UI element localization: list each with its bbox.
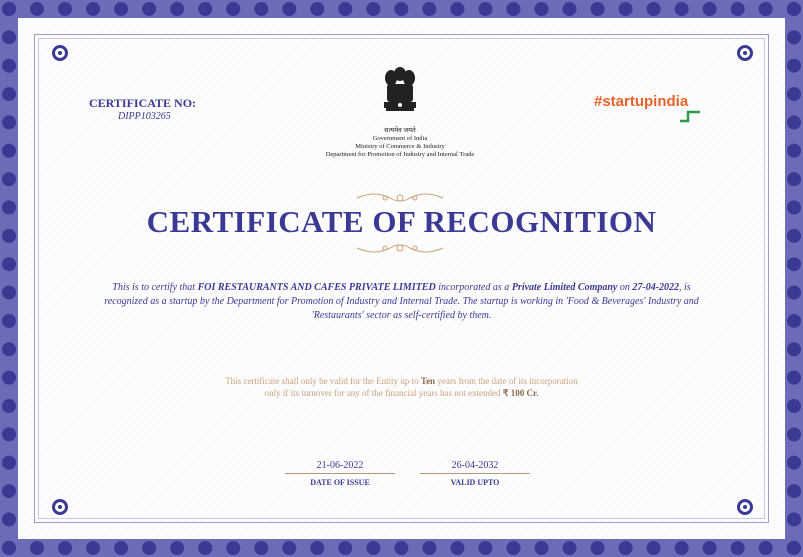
gov-line-2: Ministry of Commerce & Industry — [355, 143, 445, 150]
validity-text-1: This certificate shall only be valid for the Entity up to — [225, 376, 419, 386]
corner-ornament-bottom-left — [52, 499, 68, 515]
validity-text-3: only if its turnover for any of the financial years has not extended — [264, 388, 501, 398]
certificate-number-label: CERTIFICATE NO: — [89, 96, 197, 110]
body-text-2: incorporated as a — [438, 282, 510, 293]
issue-date-line — [285, 473, 395, 474]
corner-ornament-top-right — [737, 45, 753, 61]
validity-text-2: years from the date of its incorporation — [437, 376, 578, 386]
motto-text: सत्यमेव जयते — [384, 127, 416, 134]
startupindia-logo: #startupindia — [594, 93, 689, 110]
valid-upto-value: 26-04-2032 — [451, 460, 499, 471]
corner-ornament-bottom-right — [737, 499, 753, 515]
body-text-3: on — [619, 282, 630, 293]
valid-upto-label: VALID UPTO — [450, 478, 500, 487]
valid-upto-line — [420, 473, 530, 474]
issue-date-label: DATE OF ISSUE — [310, 478, 370, 487]
validity-note — [180, 375, 623, 399]
incorporation-date: 27-04-2022 — [632, 282, 680, 293]
company-name: FOI RESTAURANTS AND CAFES PRIVATE LIMITED — [197, 282, 436, 293]
company-type: Private Limited Company — [511, 282, 618, 293]
government-header — [300, 127, 500, 159]
national-emblem-icon — [375, 64, 425, 128]
flourish-bottom-icon — [355, 240, 445, 256]
turnover-limit: ₹ 100 Cr. — [502, 388, 539, 398]
certificate-title: CERTIFICATE OF RECOGNITION — [146, 204, 657, 239]
certificate-body — [95, 281, 708, 323]
validity-years: Ten — [420, 376, 436, 386]
certificate-number: DIPP103265 — [118, 111, 171, 122]
body-text-4: , is recognized as a startup by the Department for Promotion of Industry and Internal Trade. The startup is working in 'Food & Beverages' Industry and 'Restaurants' sector as self-certified by them. — [104, 282, 699, 321]
gov-line-1: Government of India — [372, 135, 428, 142]
body-text-1: This is to certify that — [112, 282, 196, 293]
startupindia-mark-icon — [678, 109, 702, 123]
issue-date-value: 21-06-2022 — [316, 460, 364, 471]
corner-ornament-top-left — [52, 45, 68, 61]
gov-line-3: Department for Promotion of Industry and Internal Trade — [325, 151, 475, 158]
